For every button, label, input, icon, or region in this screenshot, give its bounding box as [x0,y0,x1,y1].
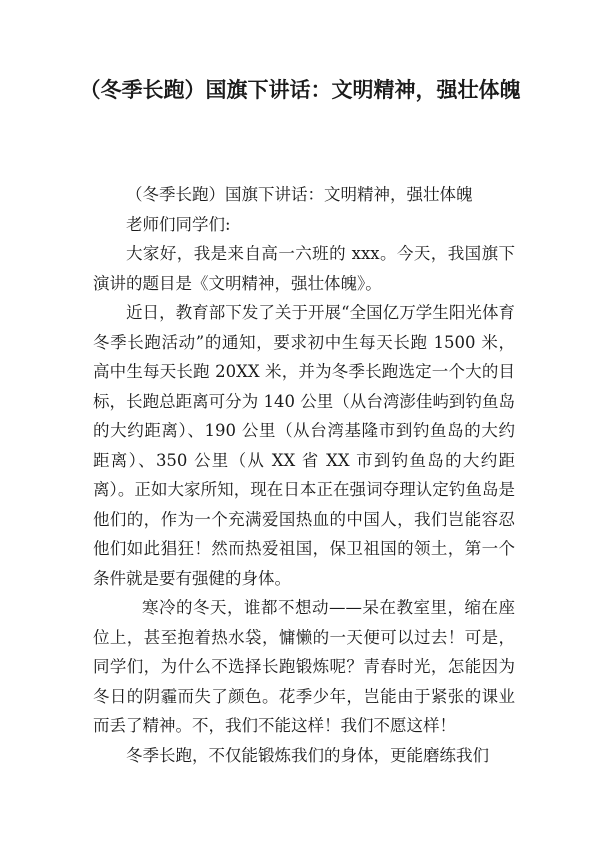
paragraph-intro: 大家好，我是来自高一六班的 xxx。今天，我国旗下演讲的题目是《文明精神，强壮体魄》。 [93,244,515,293]
paragraph-notice: 近日，教育部下发了关于开展“全国亿万学生阳光体育冬季长跑活动”的通知，要求初中生每天长跑 1500 米，高中生每天长跑 20XX 米，并为冬季长跑选定一个大的目标，长跑总距离可分为 140 公里（从台湾澎佳屿到钓鱼岛的大约距离）、190 公里（从台湾基隆市到钓鱼岛的大约距离）、350 公里（从 XX 省 XX 市到钓鱼岛的大约距离）。正如大家所知，现在日本正在强词夺理认定钓鱼岛是他们的，作为一个充满爱国热血的中国人，我们岂能容忍他们如此猖狂！然而热爱祖国，保卫祖国的领土，第一个条件就是要有强健的身体。 [93,303,515,588]
document-body [93,180,515,770]
paragraph-winter: 寒冷的冬天，谁都不想动——呆在教室里，缩在座位上，甚至抱着热水袋，慵懒的一天便可以过去！可是，同学们，为什么不选择长跑锻炼呢？青春时光，怎能因为冬日的阴霾而失了颜色。花季少年，岂能由于紧张的课业而丢了精神。不，我们不能这样！我们不愿这样！ [93,598,515,735]
paragraph-benefits: 冬季长跑，不仅能锻炼我们的身体，更能磨练我们 [126,745,489,765]
document-title: （冬季长跑）国旗下讲话：文明精神，强壮体魄 [79,78,521,102]
paragraph-subtitle: （冬季长跑）国旗下讲话：文明精神，强壮体魄 [126,185,473,204]
paragraph-greeting: 老师们同学们: [126,214,231,234]
